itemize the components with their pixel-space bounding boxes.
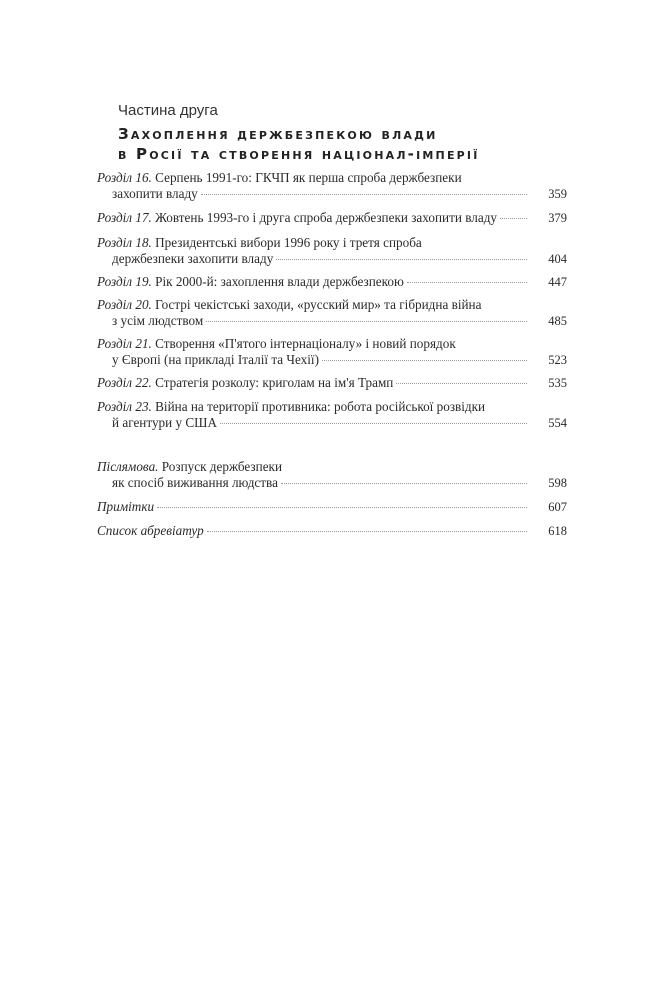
page-number: 485 <box>548 314 567 328</box>
entry-line <box>97 336 567 352</box>
page-number: 607 <box>548 500 567 514</box>
entry-line <box>97 399 567 415</box>
entry-label: Розділ 21. <box>97 336 152 351</box>
page-number: 523 <box>548 353 567 367</box>
entry-title: захопити владу <box>112 186 198 201</box>
entry-label: Післямова. <box>97 459 159 474</box>
toc-entry[interactable] <box>97 375 567 391</box>
page-number: 447 <box>548 275 567 289</box>
dot-leader <box>276 259 527 260</box>
toc-entry[interactable] <box>97 274 567 290</box>
dot-leader <box>206 321 527 322</box>
entry-title: Президентські вибори 1996 року і третя спроба <box>155 235 422 250</box>
entry-line <box>97 459 567 475</box>
page-number: 598 <box>548 476 567 490</box>
entry-label: Розділ 22. <box>97 375 152 390</box>
entry-leader-line <box>97 210 567 226</box>
part-title-line: Захоплення держбезпекою влади <box>118 125 438 143</box>
entry-leader-line <box>97 499 567 515</box>
entry-title: Серпень 1991-го: ГКЧП як перша спроба держбезпеки <box>155 170 462 185</box>
entry-title: Війна на території противника: робота російської розвідки <box>155 399 486 414</box>
entry-line <box>97 170 567 186</box>
entry-leader-line <box>97 186 567 202</box>
entry-leader-line <box>97 251 567 267</box>
entry-title: Розпуск держбезпеки <box>161 459 283 474</box>
entry-leader-line <box>97 352 567 368</box>
page-number: 379 <box>548 211 567 225</box>
part-title-line: в Росії та створення націонал-імперії <box>118 145 480 163</box>
entry-label: Список абревіатур <box>97 523 204 538</box>
page-number: 404 <box>548 252 567 266</box>
entry-leader-line <box>97 274 567 290</box>
toc-entry[interactable] <box>97 210 567 226</box>
entry-label: Розділ 17. <box>97 210 152 225</box>
toc-entry[interactable] <box>97 523 567 539</box>
entry-label: Розділ 20. <box>97 297 152 312</box>
entry-title: у Європі (на прикладі Італії та Чехії) <box>112 352 319 367</box>
toc-entry[interactable] <box>97 170 567 202</box>
page-number: 618 <box>548 524 567 538</box>
entry-label: Розділ 16. <box>97 170 152 185</box>
dot-leader <box>201 194 527 195</box>
entry-title: Створення «П'ятого інтернаціоналу» і новий порядок <box>155 336 456 351</box>
entry-leader-line <box>97 475 567 491</box>
page-number: 554 <box>548 416 567 430</box>
part-label: Частина друга <box>118 102 218 119</box>
dot-leader <box>500 218 527 219</box>
entry-line <box>97 297 567 313</box>
toc-entry[interactable] <box>97 459 567 491</box>
entry-title: Жовтень 1993-го і друга спроба держбезпеки захопити владу <box>155 210 497 225</box>
entry-title: з усім людством <box>112 313 204 328</box>
entry-title: Гострі чекістські заходи, «русский мир» та гібридна війна <box>155 297 482 312</box>
entry-title: держбезпеки захопити владу <box>112 251 274 266</box>
entry-line <box>97 235 567 251</box>
entry-title: Стратегія розколу: криголам на ім'я Трамп <box>155 375 394 390</box>
entry-title: як спосіб виживання людства <box>112 475 278 490</box>
toc-entry[interactable] <box>97 499 567 515</box>
toc-entry[interactable] <box>97 235 567 267</box>
entry-title: Рік 2000-й: захоплення влади держбезпекою <box>155 274 404 289</box>
toc-entry[interactable] <box>97 399 567 431</box>
entry-leader-line <box>97 523 567 539</box>
entry-label: Розділ 18. <box>97 235 152 250</box>
dot-leader <box>157 507 527 508</box>
entry-title: й агентури у США <box>112 415 217 430</box>
toc-entry[interactable] <box>97 297 567 329</box>
dot-leader <box>220 423 527 424</box>
dot-leader <box>281 483 527 484</box>
entry-label: Примітки <box>97 499 155 514</box>
page-number: 359 <box>548 187 567 201</box>
entry-label: Розділ 23. <box>97 399 152 414</box>
part-title <box>118 124 480 164</box>
toc-entry[interactable] <box>97 336 567 368</box>
dot-leader <box>322 360 527 361</box>
entry-leader-line <box>97 415 567 431</box>
dot-leader <box>396 383 527 384</box>
page-number: 535 <box>548 376 567 390</box>
entry-leader-line <box>97 375 567 391</box>
dot-leader <box>407 282 527 283</box>
dot-leader <box>207 531 527 532</box>
entry-label: Розділ 19. <box>97 274 152 289</box>
entry-leader-line <box>97 313 567 329</box>
